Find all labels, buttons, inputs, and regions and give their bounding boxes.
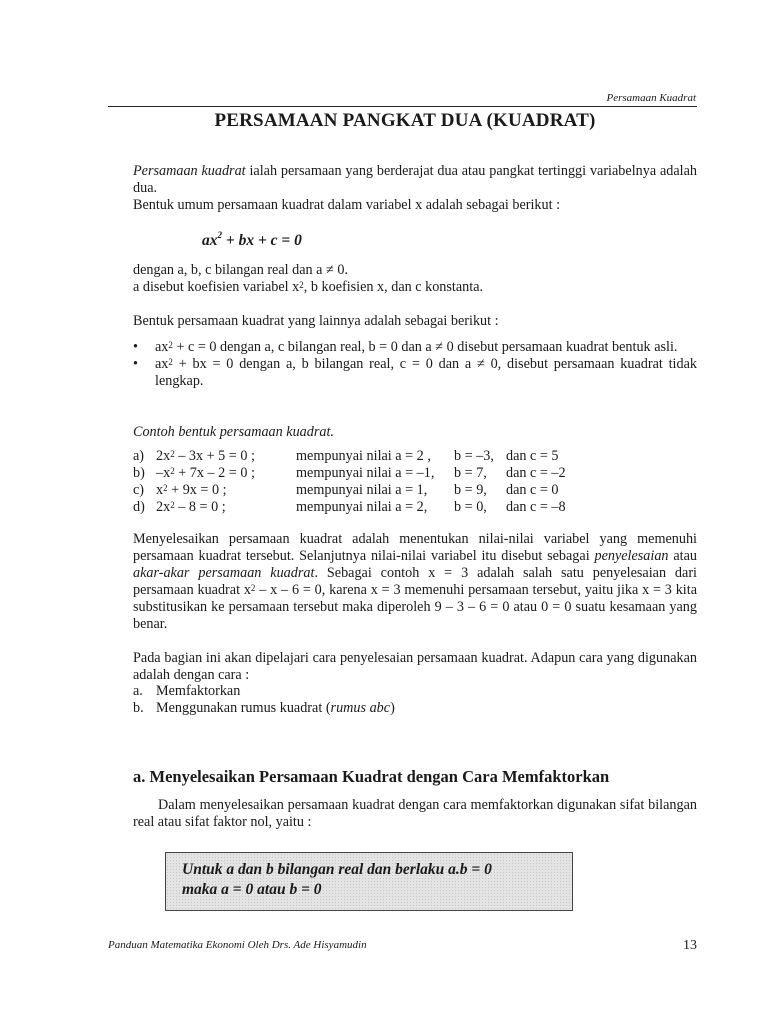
definition-text: ialah persamaan yang berderajat dua atau pangkat tertinggi variabelnya adalah dua. xyxy=(133,163,697,196)
list-item: b. Menggunakan rumus kuadrat (rumus abc) xyxy=(133,700,395,716)
general-formula xyxy=(202,232,302,250)
formula-rest: + bx + c = 0 xyxy=(222,232,302,249)
section-paragraph: Dalam menyelesaikan persamaan kuadrat dengan cara memfaktorkan digunakan sifat bilangan real atau sifat faktor nol, yaitu : xyxy=(133,797,697,830)
page-number: 13 xyxy=(683,938,697,953)
intro-paragraph xyxy=(133,163,697,214)
general-form-line: Bentuk umum persamaan kuadrat dalam variabel x adalah sebagai berikut : xyxy=(133,197,561,213)
solving-paragraph: Menyelesaikan persamaan kuadrat adalah menentukan nilai-nilai variabel yang memenuhi persamaan kuadrat tersebut. Selanjutnya nilai-nilai variabel itu disebut sebagai penyelesaian atau akar-akar persamaan kuadrat. Sebagai contoh x = 3 adalah salah satu penyelesaian dari persamaan kuadrat $x^2 - x - 6 = 0$, karena x = 3 memenuhi persamaan tersebut, yaitu jika x = 3 kita substitusikan ke persamaan tersebut maka diperoleh 9 – 3 – 6 = 0 atau 0 = 0 suatu kesamaan yang benar. xyxy=(133,531,697,632)
table-row: b) $-x^2 + 7x - 2 = 0$ ; mempunyai nilai a = –1, b = 7, dan c = –2 xyxy=(133,465,566,481)
table-row: d) $2x^2 - 8 = 0$ ; mempunyai nilai a = 2, b = 0, dan c = –8 xyxy=(133,499,566,515)
examples-table xyxy=(133,448,566,516)
term-akar-akar: akar-akar persamaan kuadrat xyxy=(133,565,315,581)
list-item: a. Memfaktorkan xyxy=(133,683,241,699)
methods-list xyxy=(133,683,395,717)
formula-exponent: 2 xyxy=(217,230,222,240)
section-heading: a. Menyelesaikan Persamaan Kuadrat dengan Cara Memfaktorkan xyxy=(133,767,610,786)
examples-heading: Contoh bentuk persamaan kuadrat. xyxy=(133,424,334,440)
other-forms-intro: Bentuk persamaan kuadrat yang lainnya adalah sebagai berikut : xyxy=(133,313,499,329)
conditions-paragraph xyxy=(133,262,697,296)
page-title: PERSAMAAN PANGKAT DUA (KUADRAT) xyxy=(214,110,596,131)
list-item: • $ax^2$ + bx = 0 dengan a, b bilangan real, c = 0 dan a ≠ 0, disebut persamaan kuadrat tidak lengkap. xyxy=(133,356,697,389)
table-row: c) $x^2 + 9x = 0$ ; mempunyai nilai a = 1, b = 9, dan c = 0 xyxy=(133,482,559,498)
footer-text: Panduan Matematika Ekonomi Oleh Drs. Ade Hisyamudin xyxy=(108,939,367,951)
bullet-icon: • xyxy=(133,339,138,355)
other-forms-list xyxy=(133,339,697,390)
term-persamaan-kuadrat: Persamaan kuadrat xyxy=(133,163,246,179)
bullet-icon: • xyxy=(133,356,138,372)
conditions-line-2: a disebut koefisien variabel $x^2$, b koefisien x, dan c konstanta. xyxy=(133,279,484,295)
rule-line-1: Untuk a dan b bilangan real dan berlaku a.b = 0 xyxy=(182,861,492,878)
rule-box xyxy=(165,852,573,911)
rule-line-2: maka a = 0 atau b = 0 xyxy=(182,881,322,898)
methods-intro: Pada bagian ini akan dipelajari cara penyelesaian persamaan kuadrat. Adapun cara yang digunakan adalah dengan cara : xyxy=(133,650,697,683)
table-row: a) $2x^2 - 3x + 5 = 0$ ; mempunyai nilai a = 2 , b = –3, dan c = 5 xyxy=(133,448,559,464)
formula-term-ax: ax xyxy=(202,232,218,249)
term-penyelesaian: penyelesaian xyxy=(594,548,669,564)
list-item: • $ax^2 + c = 0$ dengan a, c bilangan real, b = 0 dan a ≠ 0 disebut persamaan kuadrat bentuk asli. xyxy=(133,339,678,355)
running-header: Persamaan Kuadrat xyxy=(606,92,696,104)
header-rule xyxy=(108,106,697,107)
conditions-line-1: dengan a, b, c bilangan real dan a ≠ 0. xyxy=(133,262,348,278)
